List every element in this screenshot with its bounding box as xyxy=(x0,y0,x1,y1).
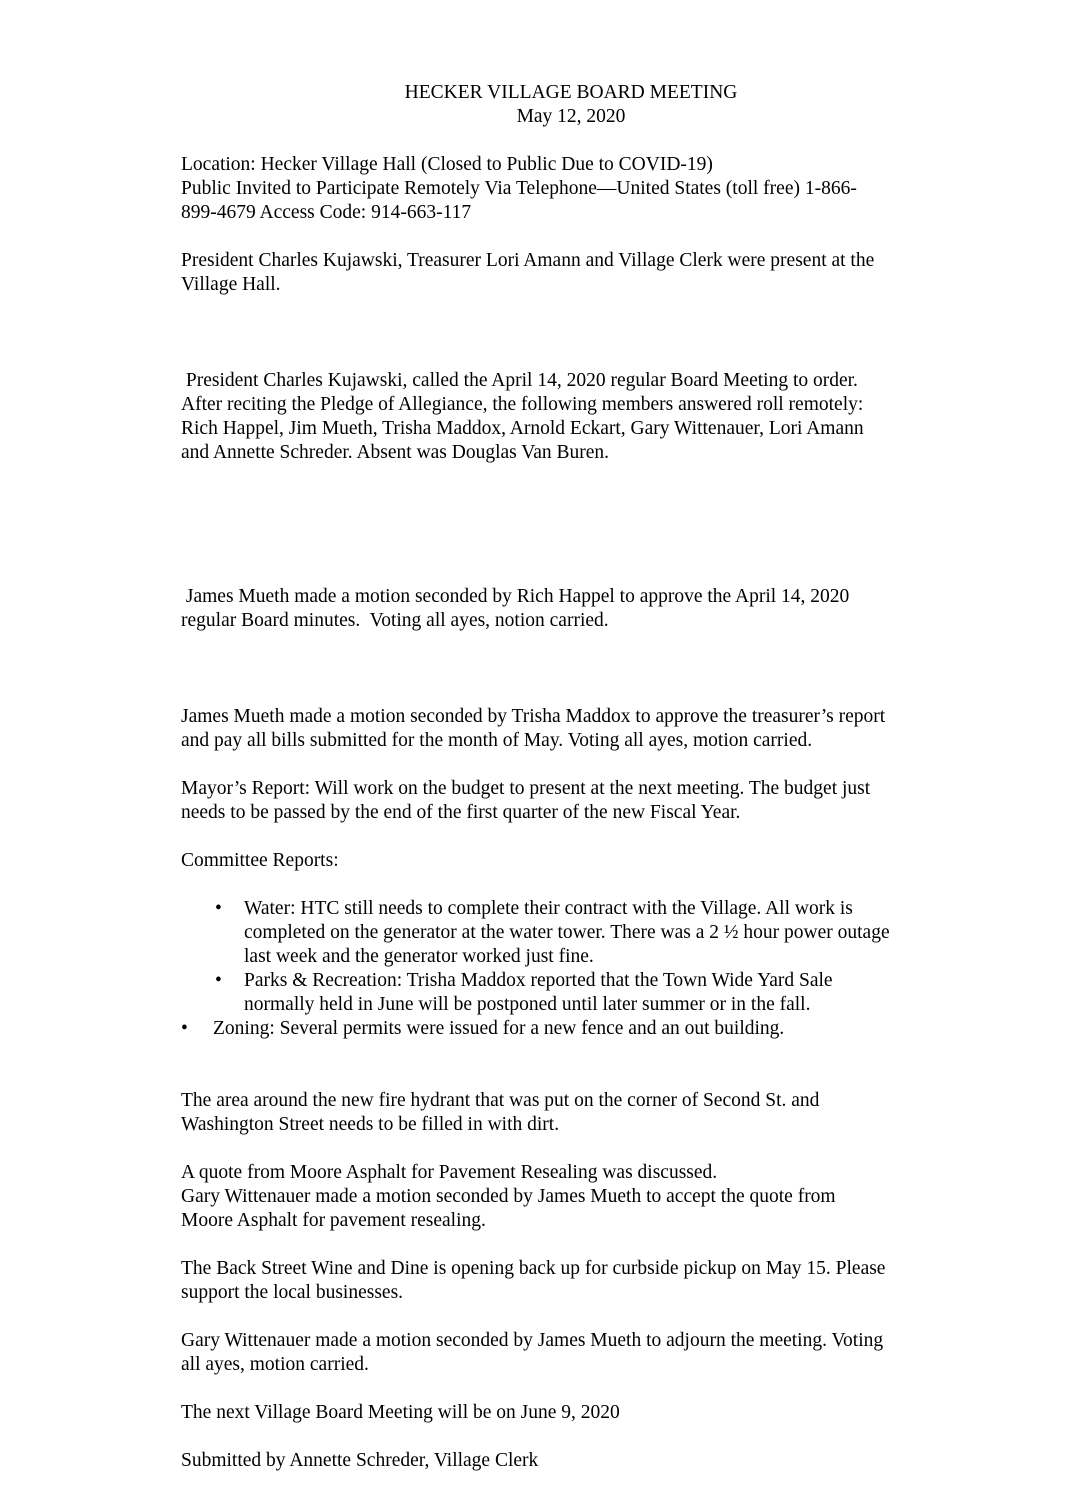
treasurer-motion-paragraph xyxy=(181,705,971,753)
location-line: 899-4679 Access Code: 914-663-117 xyxy=(181,202,472,223)
list-item-water xyxy=(181,897,971,969)
committee-reports-heading: Committee Reports: xyxy=(181,850,339,871)
adjourn-line: all ayes, motion carried. xyxy=(181,1354,369,1375)
document-body xyxy=(181,81,971,1497)
meeting-date: May 12, 2020 xyxy=(516,106,626,127)
presence-line: Village Hall. xyxy=(181,274,281,295)
asphalt-line: Moore Asphalt for pavement resealing. xyxy=(181,1210,486,1231)
minutes-motion-paragraph xyxy=(181,537,971,681)
minutes-motion-line: James Mueth made a motion seconded by Rich Happel to approve the April 14, 2020 xyxy=(181,586,850,607)
presence-line: President Charles Kujawski, Treasurer Lori Amann and Village Clerk were present at the xyxy=(181,250,875,271)
list-item-parks xyxy=(181,969,971,1017)
document-title: HECKER VILLAGE BOARD MEETING xyxy=(404,82,738,103)
committee-list xyxy=(181,897,971,1017)
call-to-order-line: President Charles Kujawski, called the April 14, 2020 regular Board Meeting to order. xyxy=(181,370,858,391)
wine-dine-line: The Back Street Wine and Dine is opening back up for curbside pickup on May 15. Please xyxy=(181,1258,886,1279)
treasurer-motion-line: and pay all bills submitted for the month of May. Voting all ayes, motion carried. xyxy=(181,730,813,751)
location-line: Public Invited to Participate Remotely Via Telephone—United States (toll free) 1-866- xyxy=(181,178,857,199)
mayor-report-line: needs to be passed by the end of the first quarter of the new Fiscal Year. xyxy=(181,802,741,823)
submitted-by-paragraph: Submitted by Annette Schreder, Village Clerk xyxy=(181,1450,539,1471)
mayor-report-line: Mayor’s Report: Will work on the budget to present at the next meeting. The budget just xyxy=(181,778,871,799)
water-line: • Water: HTC still needs to complete their contract with the Village. All work is xyxy=(244,898,853,919)
call-to-order-line: Rich Happel, Jim Mueth, Trisha Maddox, Arnold Eckart, Gary Wittenauer, Lori Amann xyxy=(181,418,864,439)
wine-dine-paragraph xyxy=(181,1257,971,1305)
asphalt-line: A quote from Moore Asphalt for Pavement Resealing was discussed. xyxy=(181,1162,718,1183)
mayor-report-paragraph xyxy=(181,777,971,825)
treasurer-motion-line: James Mueth made a motion seconded by Trisha Maddox to approve the treasurer’s report xyxy=(181,706,886,727)
adjourn-line: Gary Wittenauer made a motion seconded by James Mueth to adjourn the meeting. Voting xyxy=(181,1330,884,1351)
location-line: Location: Hecker Village Hall (Closed to Public Due to COVID-19) xyxy=(181,154,713,175)
presence-paragraph xyxy=(181,249,971,297)
call-to-order-line: After reciting the Pledge of Allegiance, the following members answered roll remotely: xyxy=(181,394,864,415)
call-to-order-paragraph xyxy=(181,321,971,513)
hydrant-paragraph xyxy=(181,1089,971,1137)
location-paragraph xyxy=(181,153,971,225)
asphalt-line: Gary Wittenauer made a motion seconded by James Mueth to accept the quote from xyxy=(181,1186,836,1207)
document-header xyxy=(181,81,961,129)
hydrant-line: The area around the new fire hydrant that was put on the corner of Second St. and xyxy=(181,1090,820,1111)
zoning-list xyxy=(181,1017,971,1041)
asphalt-paragraph xyxy=(181,1161,971,1233)
hydrant-line: Washington Street needs to be filled in with dirt. xyxy=(181,1114,560,1135)
parks-line: • Parks & Recreation: Trisha Maddox reported that the Town Wide Yard Sale xyxy=(244,970,833,991)
adjourn-paragraph xyxy=(181,1329,971,1377)
water-line: completed on the generator at the water tower. There was a 2 ½ hour power outage xyxy=(244,922,890,943)
call-to-order-line: and Annette Schreder. Absent was Douglas Van Buren. xyxy=(181,442,610,463)
wine-dine-line: support the local businesses. xyxy=(181,1282,404,1303)
list-item-zoning xyxy=(181,1017,971,1041)
next-meeting-paragraph: The next Village Board Meeting will be on June 9, 2020 xyxy=(181,1402,620,1423)
committee-reports-section xyxy=(181,849,971,873)
parks-line: normally held in June will be postponed until later summer or in the fall. xyxy=(244,994,811,1015)
water-line: last week and the generator worked just fine. xyxy=(244,946,594,967)
minutes-motion-line: regular Board minutes. Voting all ayes, notion carried. xyxy=(181,610,609,631)
zoning-line: • Zoning: Several permits were issued for a new fence and an out building. xyxy=(213,1018,785,1039)
